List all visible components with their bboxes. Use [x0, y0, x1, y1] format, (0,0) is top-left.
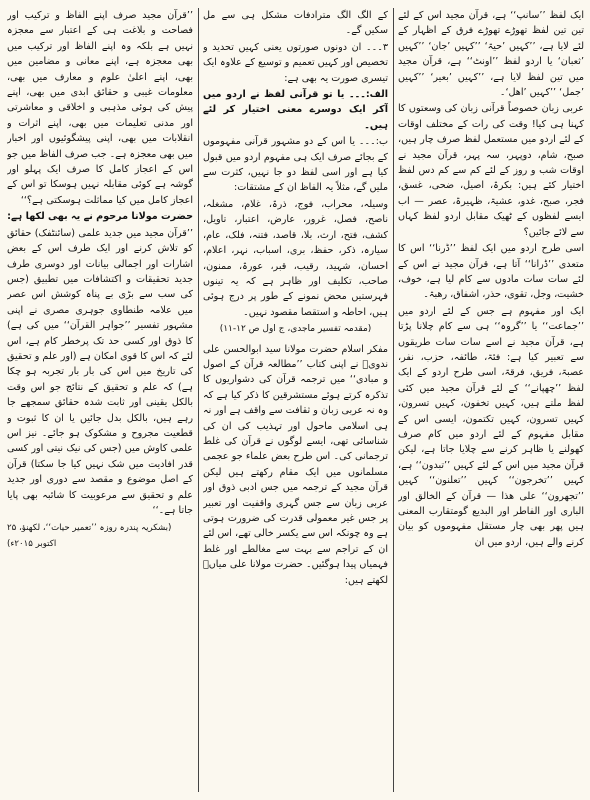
middle-para-1: کے الگ الگ مترادفات مشکل ہی سے مل سکیں گے۔: [203, 10, 388, 37]
column-middle: [203, 8, 388, 794]
middle-para-be: ب:۔۔۔ یا اس کے دو مشہور قرآنی مفہوموں کے بجائے صرف ایک ہی مفہوم اردو میں قبول کیا ہے اور اسی لفظ دو جا نہیں، کثرت سے ملیں گے، مثلاً یہ الفاظ ان کے مشتقات:: [203, 136, 388, 194]
right-para-2: عربی زبان خصوصاً قرآنی زبان کی وسعتوں کا کہنا ہی کیا! وقت کی رات کے مختلف اوقات کے لئے اردو میں مستعمل لفظ صرف چار ہیں، صبح، شام، دوپہر، سہ پہر، قرآن مجید نے اوقات شب و روز کے لئے کم سے کم دس لفظ اختیار کئے ہیں: بکرۃ، اصیل، ضحی، غسق، فجر، صبح، غدو، عشیۃ، ظہیرۃ، عصر — اب ایسے لفظوں کے ٹھیک مقابل اردو لفظ کہاں سے لائے جائیں؟: [398, 103, 584, 238]
right-para-3: اسی طرح اردو میں ایک لفظ ’’ڈرنا‘‘ اس کا متعدی ’’ڈرانا‘‘ آتا ہے، قرآن مجید نے اس کے لئے سات سات مادوں سے کام لیا ہے، خوف، خشیت، وجل، تقوی، حذر، اشفاق، رھبۃ۔: [398, 243, 584, 301]
middle-para-nadwi: مفکر اسلام حضرت مولانا سید ابوالحسن علی ندویؒ نے اپنی کتاب ’’مطالعہ قرآن کے اصول و مبادی‘‘ میں ترجمہ قرآن کی دشواریوں کا تذکرہ کرتے ہوئے مستشرقین کا ذکر کیا ہے کہ وہ نہ عربی زبان و ثقافت سے واقف ہے اور نہ ہی اسلامی ماحول اور تہذیب کی ان کی شناسائی تھی، ایسے لوگوں نے قرآن کی غلط ترجمانی کی۔ اس طرح بعض علماء جو عجمی مسلمانوں میں ایک مقام رکھتے ہیں لیکن قرآن مجید کے ترجمہ میں جس ادبی ذوق اور عربی زبان سے جس گہری واقفیت اور تعبیر پر جس غیر معمولی قدرت کی ضرورت ہوتی ہے وہ چونکہ اس سے یکسر خالی تھے، اس لئے ان کے تراجم سے بہت سے مغالطے اور غلط فہمیاں پیدا ہوگئیں۔ حضرت مولانا علی میاںؒ لکھتے ہیں:: [203, 343, 388, 586]
column-divider-left: [198, 8, 199, 792]
right-para-1: ایک لفظ ’’سانپ‘‘ ہے، قرآن مجید اس کے لئے تین تین لفظ تھوڑے تھوڑے فرق کے اظہار کے لئے لایا ہے، ’’کہیں ’حیۃ‘ ’’کہیں ’جان‘ ’’کہیں ’ثعبان‘ یا اردو لفظ ’’اونٹ‘‘ ہے، قرآن مجید میں تین لفظ لایا ہے، ’’کہیں ’بعیر‘ ’’کہیں ’جمل‘ ’’کہیں ’اھل‘۔: [398, 10, 584, 99]
column-divider-right: [393, 8, 394, 792]
right-para-4: ایک اور مفہوم ہے جس کے لئے اردو میں ’’جماعت‘‘ یا ’’گروہ‘‘ ہی سے کام چلانا پڑتا ہے، قرآن مجید نے اسے سات سات طریقوں سے تعبیر کیا ہے: فئۃ، طائفہ، حزب، نفر، عصبۃ، فریق، فرقۃ، اسی طرح اردو کے ایک لفظ ’’چھپانے‘‘ کے لئے قرآن مجید میں کئی لفظ ملتے ہیں، کہیں تخفون، کہیں تسرون، کہیں تسرون، کہیں تکتمون، ایسی اس کے مقابل مفہوم کے لئے اردو میں کام صرف کھولنے یا ظاہر کرنے سے چلایا جاتا ہے، لیکن قرآن مجید میں اس کے لئے کہیں ’’تبدون‘‘ ہے، کہیں ’’تخرجون‘‘ کہیں ’’تعلنون‘‘ کہیں ’’تجھرون‘‘ علی ھذا — قرآن کے الخالق اور الباری اور الفاطر اور البدیع گومتقارب المعنی ہیں پھر بھی چار مستقل مفہوموں کو بیان کرنے والے ہیں، اردو میں ان: [398, 305, 584, 548]
left-quote-2: ’’قرآن مجید میں جدید علمی (سائنٹفک) حقائق کو تلاش کرنے اور ایک طرف اس کے بعض اشارات اور اجمالی بیانات اور دوسری طرف جدید تحقیقات و اکتشافات میں تطبیق (جس کی سب سے بڑی بے پناہ کوشش اس عصر میں علامہ طنطاوی جوہری مصری نے اپنی مشہور تفسیر ’’جواہر القرآن‘‘ میں کی ہے) کا ذوق اور کسی حد تک پرخطر کام ہے، اس لئے کہ اس کا قوی امکان ہے (اور علم و تحقیق کی تاریخ میں اس کی بار بار تجربہ ہو چکا ہے) کہ علم و تحقیق کے نتائج جو اس وقت بالکل یقینی اور ثابت شدہ حقائق سمجھے جا رہے ہیں، بالکل بدل جائیں یا ان کا ثبوت و قطعیت مجروح و مشکوک ہو جائے۔ نیز اس علمی کاوش میں (جس کی نیک نیتی اور کسی قدر افادیت میں شک نہیں کیا جا سکتا) قرآن کے اصل موضوع و مقصد سے دوری اور جدید علم و تحقیق سے مرعوبیت کا شائبہ بھی پایا جاتا ہے۔‘‘: [7, 227, 193, 516]
column-right: [398, 8, 584, 794]
left-heading: حضرت مولانا مرحوم نے یہ بھی لکھا ہے:: [7, 211, 193, 223]
left-quote-1: ’’قرآن مجید صرف اپنے الفاظ و ترکیب اور فصاحت و بلاغت ہی کے اعتبار سے معجزہ نہیں ہے بلکہ وہ اپنے الفاظ اور ترکیب میں بھی معجزہ ہے، اپنے معانی و مضامین میں بھی، اپنے اعلیٰ علوم و معارف میں بھی، معلومات غیبی و حقائق ابدی میں بھی، اپنے پیش کی ہوئی مذہبی و اخلاقی و معاشرتی اور مدنی تعلیمات میں بھی، اپنے اثرات و انقلابات میں بھی، اپنی پیشگوئیوں اور اخبار میں بھی معجزہ ہے۔ جب صرف الفاظ میں جو اس کے اعجاز کامل کا صرف ایک پہلو اور گوشہ ہے کوئی مقابلہ نہیں ہوسکا تو اس کے اعجاز کامل میں کیا مماثلت ہوسکتی ہے؟‘‘: [7, 10, 193, 206]
middle-citation: (مقدمہ تفسیر ماجدی، ج اول ص ۱۲-۱۱): [219, 324, 372, 335]
column-left: [7, 8, 193, 794]
middle-para-2: ۳۔۔۔ ان دونوں صورتوں یعنی کہیں تحدید و تخصیص اور کہیں تعمیم و توسیع کے علاوہ ایک تیسری صورت یہ بھی ہے:: [203, 41, 388, 84]
middle-word-list: وسیلہ، محراب، فوج، ذرۃ، غلام، مشغلہ، ناصح، فصل، غرور، عارض، اعتبار، تاویل، کشف، فتح، ارث، بلا، قاصد، فتنہ، فلک، عام، سیارہ، ذکر، حفظ، بری، اسباب، نہر، اعلام، احسان، شہید، رقیب، قبر، عورۃ، ممنون، صاحب، تکلیف اور ظاہر ہے کہ یہ تینوں فہرستیں محض نمونے کے طور پر درج ہوئی ہیں، احاطہ و استقصا مقصود نہیں۔: [203, 198, 388, 318]
left-source-credit: (بشکریہ پندرہ روزہ ’’تعمیر حیات‘‘، لکھنؤ، ۲۵ اکتوبر ۲۰۱۵ء): [7, 523, 172, 549]
middle-para-alef: الف:۔۔۔ یا تو قرآنی لفظ نے اردو میں آکر ایک دوسرے معنی اختیار کر لئے ہیں۔: [203, 89, 388, 131]
